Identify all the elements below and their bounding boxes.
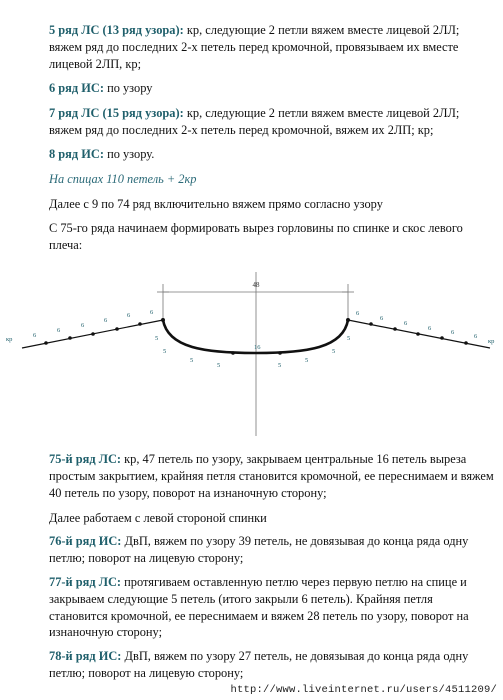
row-text: кр, 47 петель по узору, закрываем центральные 16 петель выреза простым закрытием, крайняя петля становится кромочной, ее переснимаем и вяжем 40 петель по узору, поворот на изнаночную сторону; [49,452,494,500]
left-step-label: 6 [104,317,108,324]
row-label: 76-й ряд ИС: [49,534,122,548]
edge-label-right: кр [488,338,495,345]
right-step-label: 6 [404,320,408,327]
paragraph-rows-9-74 [49,196,494,213]
left-step-label: 6 [33,332,37,339]
left-step-label: 6 [57,327,61,334]
row-label: 7 ряд ЛС (15 ряд узора): [49,106,184,120]
center-label: 16 [254,344,261,351]
row-label: 5 ряд ЛС (13 ряд узора): [49,23,184,37]
row-label: 8 ряд ИС: [49,147,104,161]
right-step-label: 6 [474,333,478,340]
right-step-label: 6 [428,325,432,332]
paragraph-row-78 [49,648,494,682]
right-curve-label: 5 [332,348,336,355]
right-step-label: 6 [380,315,384,322]
width-label: 48 [252,281,260,289]
row-text: ДвП, вяжем по узору 27 петель, не довязывая до конца ряда одну петлю; поворот на лицевую сторону; [49,649,469,680]
source-url: http://www.liveinternet.ru/users/4511209/ [230,684,497,696]
right-curve-label: 5 [347,335,351,342]
left-curve-label: 5 [163,348,167,355]
paragraph-row-6 [49,80,494,97]
paragraph-row-77 [49,574,494,641]
row-label: 77-й ряд ЛС: [49,575,122,589]
right-curve-label: 5 [278,362,282,369]
paragraph-row-5 [49,22,494,72]
paragraph-row-75 [49,451,494,501]
paragraph-row-8 [49,146,494,163]
row-text: ДвП, вяжем по узору 39 петель, не довязывая до конца ряда одну петлю; поворот на лицевую сторону; [49,534,469,565]
left-step-label: 6 [127,312,131,319]
right-step-label: 6 [356,310,360,317]
neckline-diagram [0,260,503,440]
row-label: 78-й ряд ИС: [49,649,122,663]
left-step-label: 6 [150,309,154,316]
right-step-label: 6 [451,329,455,336]
row-text: по узору. [103,147,155,161]
left-step-label: 6 [81,322,85,329]
paragraph-row-76 [49,533,494,567]
paragraph-row-7 [49,105,494,139]
stitch-count-note: На спицах 110 петель + 2кр [49,172,197,186]
row-label: 75-й ряд ЛС: [49,452,122,466]
row-text: Далее работаем с левой стороной спинки [49,511,267,525]
paragraph-row-75-intro [49,220,494,254]
paragraph-left-side [49,510,494,527]
row-text: по узору [103,81,153,95]
row-text: Далее с 9 по 74 ряд включительно вяжем прямо согласно узору [49,197,383,211]
row-text: кр, следующие 2 петли вяжем вместе лицевой 2ЛЛ; вяжем ряд до последних 2-х петель перед кромочной, вяжем их 2ЛП; кр; [49,106,460,137]
row-text: протягиваем оставленную петлю через первую петлю на спице и закрываем следующие 5 петель (итого закрыли 6 петель). Крайняя петля становится кромочной, ее переснимаем и вяжем 28 петель по узору, поворот на изнаночную сторону; [49,575,469,640]
edge-label-left: кр [6,336,13,343]
right-curve-label: 5 [305,357,309,364]
row-text: С 75-го ряда начинаем формировать вырез горловины по спинке и скос левого плеча: [49,221,463,252]
left-curve-label: 5 [190,357,194,364]
row-label: 6 ряд ИС: [49,81,104,95]
left-curve-label: 5 [155,335,159,342]
row-text: кр, следующие 2 петли вяжем вместе лицевой 2ЛЛ; вяжем ряд до последних 2-х петель перед кромочной, провязываем их вместе лицевой 2ЛП, кр; [49,23,460,71]
left-curve-label: 5 [217,362,221,369]
